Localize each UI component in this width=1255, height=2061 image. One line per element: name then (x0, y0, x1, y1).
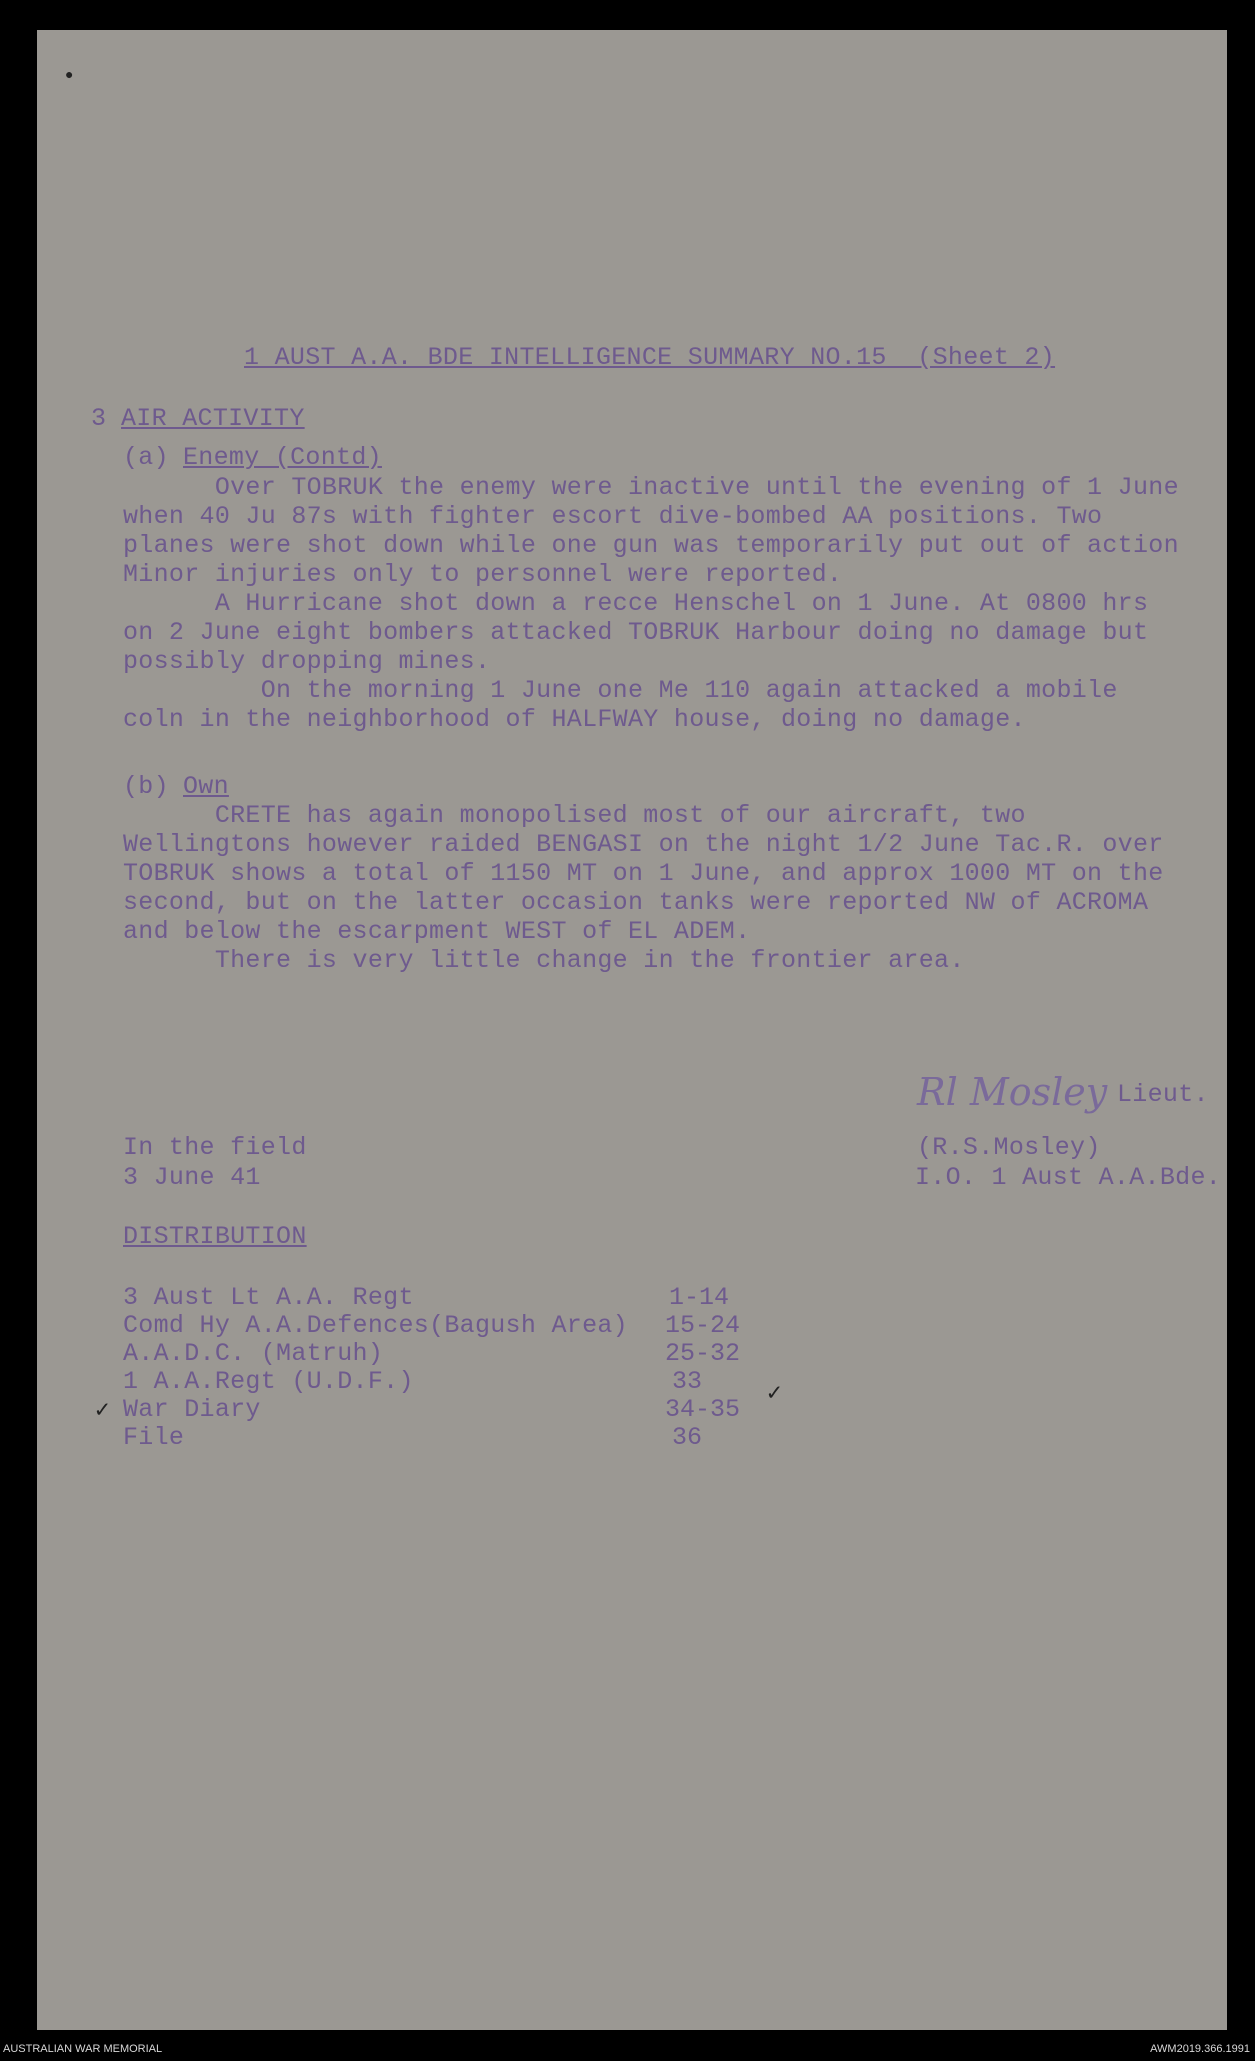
handwritten-signature: Rl Mosley (917, 1070, 1108, 1114)
enemy-label: Enemy (Contd) (183, 443, 382, 472)
document-title: 1 AUST A.A. BDE INTELLIGENCE SUMMARY NO.15 (Sheet 2) (244, 343, 1056, 372)
signature-appointment: I.O. 1 Aust A.A.Bde. (915, 1163, 1222, 1192)
enemy-line: Over TOBRUK the enemy were inactive until the evening of 1 June (123, 473, 1179, 502)
footer-institution: AUSTRALIAN WAR MEMORIAL (3, 2043, 163, 2055)
distribution-copies: 36 (672, 1423, 703, 1452)
enemy-line: A Hurricane shot down a recce Henschel on 1 June. At 0800 hrs (123, 589, 1149, 618)
own-line: TOBRUK shows a total of 1150 MT on 1 June, and approx 1000 MT on the (123, 859, 1164, 888)
distribution-recipient: Comd Hy A.A.Defences(Bagush Area) (123, 1311, 628, 1340)
document-sheet (37, 30, 1227, 2030)
distribution-recipient: 3 Aust Lt A.A. Regt (123, 1283, 414, 1312)
distribution-copies: 25-32 (665, 1339, 741, 1368)
distribution-recipient: A.A.D.C. (Matruh) (123, 1339, 384, 1368)
distribution-copies: 1-14 (669, 1283, 730, 1312)
own-line: and below the escarpment WEST of EL ADEM. (123, 917, 751, 946)
enemy-label-prefix: (a) (123, 443, 169, 472)
distribution-recipient: War Diary (123, 1395, 261, 1424)
own-line: CRETE has again monopolised most of our aircraft, two (123, 801, 1026, 830)
own-line: There is very little change in the frontier area. (123, 946, 965, 975)
distribution-copies: 34-35 (665, 1395, 741, 1424)
date-text: 3 June 41 (123, 1163, 261, 1192)
distribution-heading: DISTRIBUTION (123, 1222, 307, 1251)
enemy-line: on 2 June eight bombers attacked TOBRUK Harbour doing no damage but (123, 618, 1149, 647)
enemy-line: possibly dropping mines. (123, 647, 491, 676)
own-line: second, but on the latter occasion tanks were reported NW of ACROMA (123, 888, 1149, 917)
pin-hole-icon: ● (65, 68, 74, 84)
section-heading: AIR ACTIVITY (121, 404, 305, 433)
section-number: 3 (91, 404, 107, 433)
own-line: Wellingtons however raided BENGASI on the night 1/2 June Tac.R. over (123, 830, 1164, 859)
signature-rank: Lieut. (1117, 1080, 1209, 1109)
signature-name: (R.S.Mosley) (917, 1133, 1101, 1162)
own-label-prefix: (b) (123, 772, 169, 801)
distribution-copies: 15-24 (665, 1311, 741, 1340)
enemy-line: planes were shot down while one gun was temporarily put out of action (123, 531, 1179, 560)
enemy-line: coln in the neighborhood of HALFWAY house, doing no damage. (123, 705, 1026, 734)
distribution-copies: 33 (672, 1367, 703, 1396)
enemy-line: On the morning 1 June one Me 110 again attacked a mobile (123, 676, 1118, 705)
enemy-line: when 40 Ju 87s with fighter escort dive-bombed AA positions. Two (123, 502, 1103, 531)
enemy-line: Minor injuries only to personnel were reported. (123, 560, 843, 589)
distribution-recipient: File (123, 1423, 185, 1452)
footer-accession-number: AWM2019.366.1991 (1150, 2043, 1250, 2055)
distribution-recipient: 1 A.A.Regt (U.D.F.) (123, 1367, 414, 1396)
check-mark-icon: ✓ (767, 1381, 782, 1408)
check-mark-icon: ✓ (95, 1398, 110, 1425)
own-label: Own (183, 772, 229, 801)
place-text: In the field (123, 1133, 307, 1162)
